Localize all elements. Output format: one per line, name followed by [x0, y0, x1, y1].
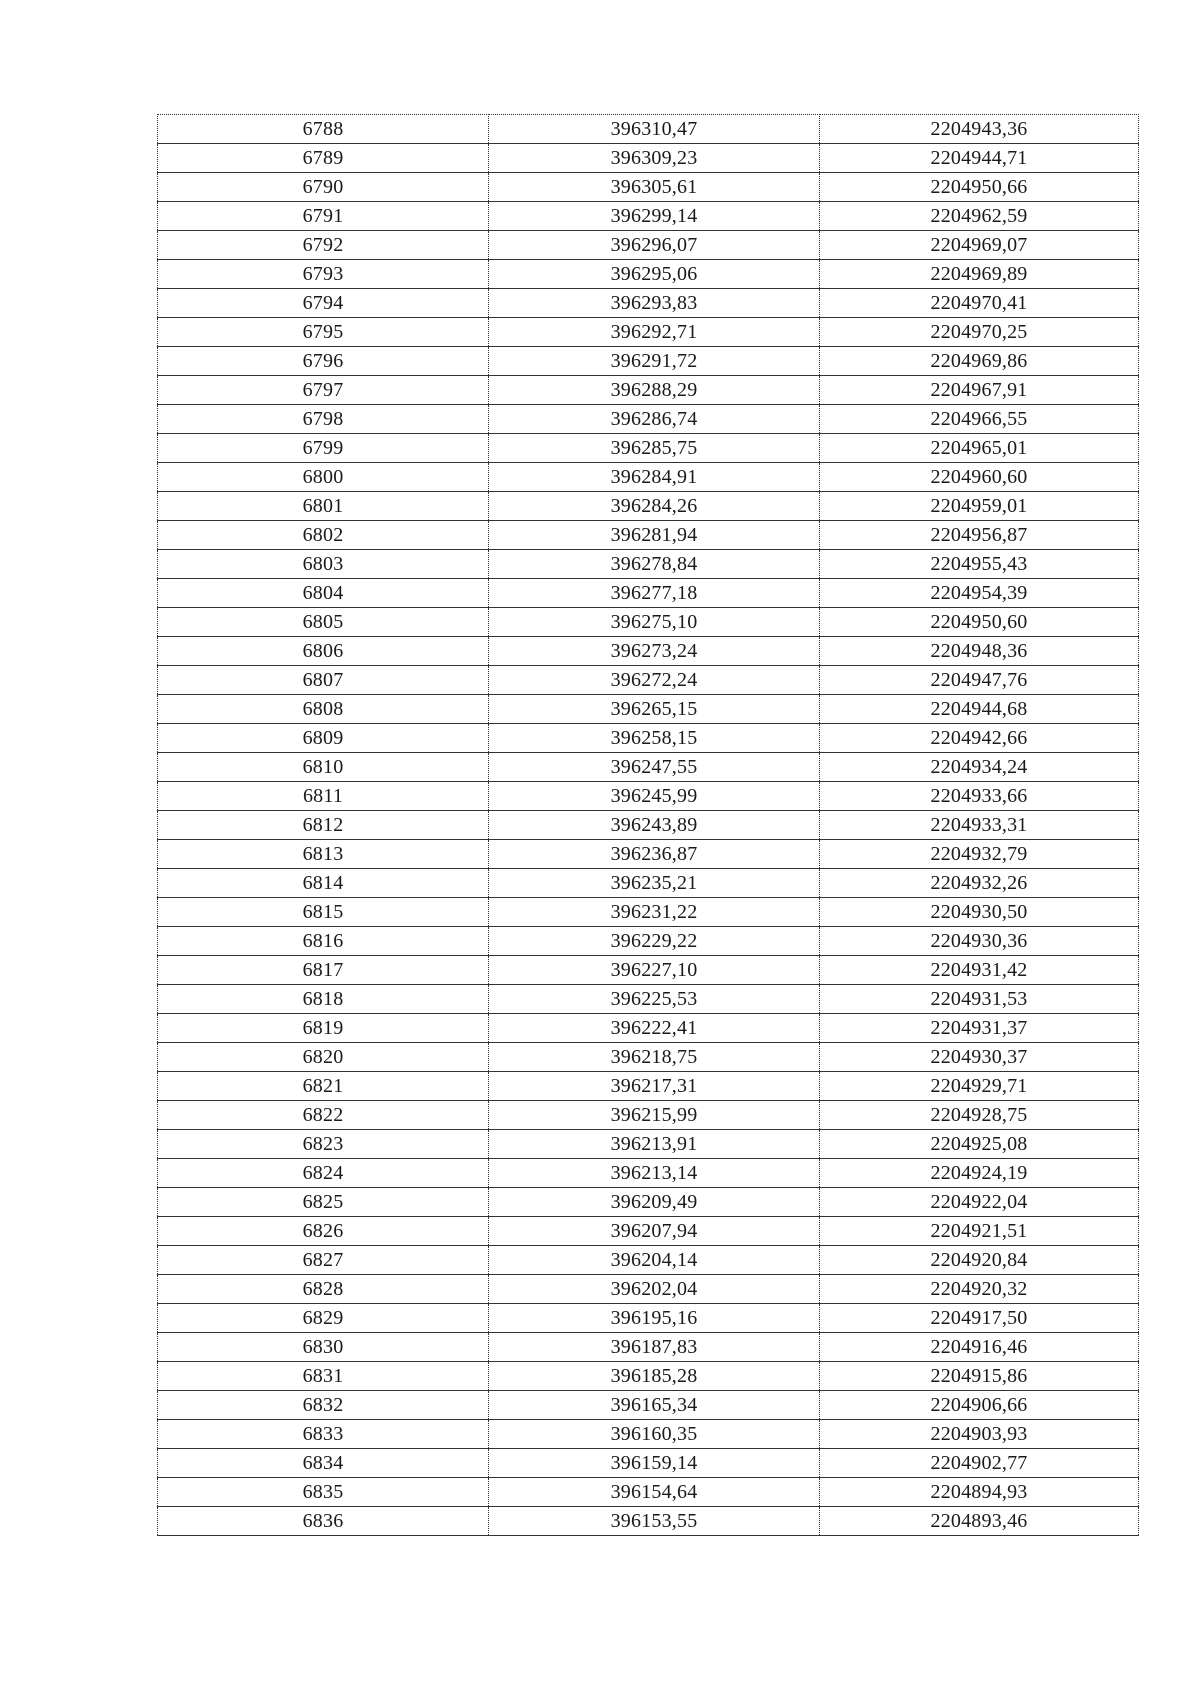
point-number-cell: 6795	[158, 318, 489, 347]
table-row	[158, 811, 1139, 840]
point-number-cell: 6797	[158, 376, 489, 405]
table-row	[158, 927, 1139, 956]
x-coordinate-cell: 396153,55	[489, 1507, 820, 1536]
table-row	[158, 376, 1139, 405]
point-number-cell: 6804	[158, 579, 489, 608]
x-coordinate-cell: 396309,23	[489, 144, 820, 173]
point-number-cell: 6829	[158, 1304, 489, 1333]
point-number-cell: 6824	[158, 1159, 489, 1188]
table-row	[158, 666, 1139, 695]
y-coordinate-cell: 2204969,89	[820, 260, 1139, 289]
point-number-cell: 6817	[158, 956, 489, 985]
table-row	[158, 1362, 1139, 1391]
point-number-cell: 6822	[158, 1101, 489, 1130]
table-row	[158, 463, 1139, 492]
x-coordinate-cell: 396284,91	[489, 463, 820, 492]
y-coordinate-cell: 2204966,55	[820, 405, 1139, 434]
y-coordinate-cell: 2204954,39	[820, 579, 1139, 608]
y-coordinate-cell: 2204893,46	[820, 1507, 1139, 1536]
point-number-cell: 6792	[158, 231, 489, 260]
point-number-cell: 6793	[158, 260, 489, 289]
x-coordinate-cell: 396209,49	[489, 1188, 820, 1217]
x-coordinate-cell: 396231,22	[489, 898, 820, 927]
point-number-cell: 6825	[158, 1188, 489, 1217]
y-coordinate-cell: 2204915,86	[820, 1362, 1139, 1391]
table-row	[158, 260, 1139, 289]
x-coordinate-cell: 396293,83	[489, 289, 820, 318]
y-coordinate-cell: 2204931,37	[820, 1014, 1139, 1043]
x-coordinate-cell: 396247,55	[489, 753, 820, 782]
x-coordinate-cell: 396258,15	[489, 724, 820, 753]
x-coordinate-cell: 396285,75	[489, 434, 820, 463]
x-coordinate-cell: 396265,15	[489, 695, 820, 724]
y-coordinate-cell: 2204932,79	[820, 840, 1139, 869]
table-row	[158, 1101, 1139, 1130]
x-coordinate-cell: 396281,94	[489, 521, 820, 550]
table-row	[158, 1043, 1139, 1072]
point-number-cell: 6810	[158, 753, 489, 782]
point-number-cell: 6791	[158, 202, 489, 231]
point-number-cell: 6790	[158, 173, 489, 202]
point-number-cell: 6807	[158, 666, 489, 695]
table-row	[158, 318, 1139, 347]
x-coordinate-cell: 396273,24	[489, 637, 820, 666]
y-coordinate-cell: 2204931,42	[820, 956, 1139, 985]
table-row	[158, 202, 1139, 231]
point-number-cell: 6820	[158, 1043, 489, 1072]
point-number-cell: 6831	[158, 1362, 489, 1391]
y-coordinate-cell: 2204924,19	[820, 1159, 1139, 1188]
point-number-cell: 6794	[158, 289, 489, 318]
y-coordinate-cell: 2204943,36	[820, 115, 1139, 144]
point-number-cell: 6812	[158, 811, 489, 840]
x-coordinate-cell: 396195,16	[489, 1304, 820, 1333]
y-coordinate-cell: 2204950,66	[820, 173, 1139, 202]
x-coordinate-cell: 396185,28	[489, 1362, 820, 1391]
table-row	[158, 1507, 1139, 1536]
x-coordinate-cell: 396272,24	[489, 666, 820, 695]
x-coordinate-cell: 396215,99	[489, 1101, 820, 1130]
point-number-cell: 6813	[158, 840, 489, 869]
table-row	[158, 434, 1139, 463]
table-row	[158, 579, 1139, 608]
y-coordinate-cell: 2204956,87	[820, 521, 1139, 550]
x-coordinate-cell: 396159,14	[489, 1449, 820, 1478]
x-coordinate-cell: 396217,31	[489, 1072, 820, 1101]
point-number-cell: 6816	[158, 927, 489, 956]
point-number-cell: 6814	[158, 869, 489, 898]
point-number-cell: 6836	[158, 1507, 489, 1536]
table-row	[158, 347, 1139, 376]
x-coordinate-cell: 396218,75	[489, 1043, 820, 1072]
point-number-cell: 6818	[158, 985, 489, 1014]
y-coordinate-cell: 2204950,60	[820, 608, 1139, 637]
x-coordinate-cell: 396207,94	[489, 1217, 820, 1246]
x-coordinate-cell: 396243,89	[489, 811, 820, 840]
point-number-cell: 6823	[158, 1130, 489, 1159]
point-number-cell: 6832	[158, 1391, 489, 1420]
coordinates-table	[157, 114, 1139, 1536]
y-coordinate-cell: 2204960,60	[820, 463, 1139, 492]
table-row	[158, 1333, 1139, 1362]
coordinates-table-body	[158, 115, 1139, 1536]
table-row	[158, 985, 1139, 1014]
y-coordinate-cell: 2204947,76	[820, 666, 1139, 695]
table-row	[158, 173, 1139, 202]
x-coordinate-cell: 396204,14	[489, 1246, 820, 1275]
x-coordinate-cell: 396245,99	[489, 782, 820, 811]
y-coordinate-cell: 2204917,50	[820, 1304, 1139, 1333]
point-number-cell: 6808	[158, 695, 489, 724]
table-row	[158, 956, 1139, 985]
table-row	[158, 550, 1139, 579]
y-coordinate-cell: 2204969,86	[820, 347, 1139, 376]
y-coordinate-cell: 2204933,31	[820, 811, 1139, 840]
y-coordinate-cell: 2204930,37	[820, 1043, 1139, 1072]
x-coordinate-cell: 396229,22	[489, 927, 820, 956]
point-number-cell: 6799	[158, 434, 489, 463]
table-row	[158, 695, 1139, 724]
point-number-cell: 6830	[158, 1333, 489, 1362]
y-coordinate-cell: 2204929,71	[820, 1072, 1139, 1101]
table-row	[158, 608, 1139, 637]
table-row	[158, 840, 1139, 869]
y-coordinate-cell: 2204967,91	[820, 376, 1139, 405]
x-coordinate-cell: 396296,07	[489, 231, 820, 260]
x-coordinate-cell: 396299,14	[489, 202, 820, 231]
x-coordinate-cell: 396310,47	[489, 115, 820, 144]
x-coordinate-cell: 396275,10	[489, 608, 820, 637]
y-coordinate-cell: 2204921,51	[820, 1217, 1139, 1246]
point-number-cell: 6801	[158, 492, 489, 521]
x-coordinate-cell: 396235,21	[489, 869, 820, 898]
x-coordinate-cell: 396284,26	[489, 492, 820, 521]
y-coordinate-cell: 2204903,93	[820, 1420, 1139, 1449]
table-row	[158, 1159, 1139, 1188]
y-coordinate-cell: 2204930,50	[820, 898, 1139, 927]
x-coordinate-cell: 396277,18	[489, 579, 820, 608]
y-coordinate-cell: 2204944,68	[820, 695, 1139, 724]
x-coordinate-cell: 396305,61	[489, 173, 820, 202]
point-number-cell: 6815	[158, 898, 489, 927]
table-row	[158, 1188, 1139, 1217]
table-row	[158, 1304, 1139, 1333]
x-coordinate-cell: 396187,83	[489, 1333, 820, 1362]
table-row	[158, 231, 1139, 260]
x-coordinate-cell: 396227,10	[489, 956, 820, 985]
point-number-cell: 6805	[158, 608, 489, 637]
y-coordinate-cell: 2204970,25	[820, 318, 1139, 347]
table-row	[158, 1391, 1139, 1420]
y-coordinate-cell: 2204916,46	[820, 1333, 1139, 1362]
table-row	[158, 1420, 1139, 1449]
y-coordinate-cell: 2204934,24	[820, 753, 1139, 782]
y-coordinate-cell: 2204944,71	[820, 144, 1139, 173]
y-coordinate-cell: 2204962,59	[820, 202, 1139, 231]
y-coordinate-cell: 2204902,77	[820, 1449, 1139, 1478]
y-coordinate-cell: 2204931,53	[820, 985, 1139, 1014]
table-row	[158, 405, 1139, 434]
point-number-cell: 6796	[158, 347, 489, 376]
x-coordinate-cell: 396236,87	[489, 840, 820, 869]
x-coordinate-cell: 396295,06	[489, 260, 820, 289]
point-number-cell: 6806	[158, 637, 489, 666]
point-number-cell: 6803	[158, 550, 489, 579]
table-row	[158, 724, 1139, 753]
x-coordinate-cell: 396213,14	[489, 1159, 820, 1188]
table-row	[158, 1014, 1139, 1043]
y-coordinate-cell: 2204928,75	[820, 1101, 1139, 1130]
y-coordinate-cell: 2204930,36	[820, 927, 1139, 956]
y-coordinate-cell: 2204932,26	[820, 869, 1139, 898]
x-coordinate-cell: 396278,84	[489, 550, 820, 579]
y-coordinate-cell: 2204894,93	[820, 1478, 1139, 1507]
y-coordinate-cell: 2204959,01	[820, 492, 1139, 521]
table-row	[158, 115, 1139, 144]
point-number-cell: 6809	[158, 724, 489, 753]
point-number-cell: 6828	[158, 1275, 489, 1304]
y-coordinate-cell: 2204948,36	[820, 637, 1139, 666]
x-coordinate-cell: 396165,34	[489, 1391, 820, 1420]
point-number-cell: 6835	[158, 1478, 489, 1507]
table-row	[158, 637, 1139, 666]
x-coordinate-cell: 396291,72	[489, 347, 820, 376]
x-coordinate-cell: 396202,04	[489, 1275, 820, 1304]
table-row	[158, 492, 1139, 521]
table-row	[158, 144, 1139, 173]
table-row	[158, 1246, 1139, 1275]
point-number-cell: 6834	[158, 1449, 489, 1478]
point-number-cell: 6819	[158, 1014, 489, 1043]
y-coordinate-cell: 2204933,66	[820, 782, 1139, 811]
point-number-cell: 6821	[158, 1072, 489, 1101]
point-number-cell: 6802	[158, 521, 489, 550]
point-number-cell: 6788	[158, 115, 489, 144]
x-coordinate-cell: 396160,35	[489, 1420, 820, 1449]
x-coordinate-cell: 396288,29	[489, 376, 820, 405]
table-row	[158, 1478, 1139, 1507]
table-row	[158, 898, 1139, 927]
point-number-cell: 6789	[158, 144, 489, 173]
table-row	[158, 782, 1139, 811]
y-coordinate-cell: 2204970,41	[820, 289, 1139, 318]
x-coordinate-cell: 396292,71	[489, 318, 820, 347]
x-coordinate-cell: 396154,64	[489, 1478, 820, 1507]
y-coordinate-cell: 2204925,08	[820, 1130, 1139, 1159]
x-coordinate-cell: 396225,53	[489, 985, 820, 1014]
table-row	[158, 1130, 1139, 1159]
y-coordinate-cell: 2204922,04	[820, 1188, 1139, 1217]
table-row	[158, 1217, 1139, 1246]
y-coordinate-cell: 2204965,01	[820, 434, 1139, 463]
y-coordinate-cell: 2204942,66	[820, 724, 1139, 753]
table-row	[158, 1449, 1139, 1478]
point-number-cell: 6811	[158, 782, 489, 811]
point-number-cell: 6798	[158, 405, 489, 434]
point-number-cell: 6827	[158, 1246, 489, 1275]
point-number-cell: 6800	[158, 463, 489, 492]
point-number-cell: 6833	[158, 1420, 489, 1449]
point-number-cell: 6826	[158, 1217, 489, 1246]
x-coordinate-cell: 396222,41	[489, 1014, 820, 1043]
y-coordinate-cell: 2204920,32	[820, 1275, 1139, 1304]
x-coordinate-cell: 396213,91	[489, 1130, 820, 1159]
y-coordinate-cell: 2204906,66	[820, 1391, 1139, 1420]
y-coordinate-cell: 2204920,84	[820, 1246, 1139, 1275]
table-row	[158, 289, 1139, 318]
table-row	[158, 753, 1139, 782]
table-row	[158, 869, 1139, 898]
table-row	[158, 1072, 1139, 1101]
y-coordinate-cell: 2204969,07	[820, 231, 1139, 260]
x-coordinate-cell: 396286,74	[489, 405, 820, 434]
y-coordinate-cell: 2204955,43	[820, 550, 1139, 579]
table-row	[158, 1275, 1139, 1304]
table-row	[158, 521, 1139, 550]
